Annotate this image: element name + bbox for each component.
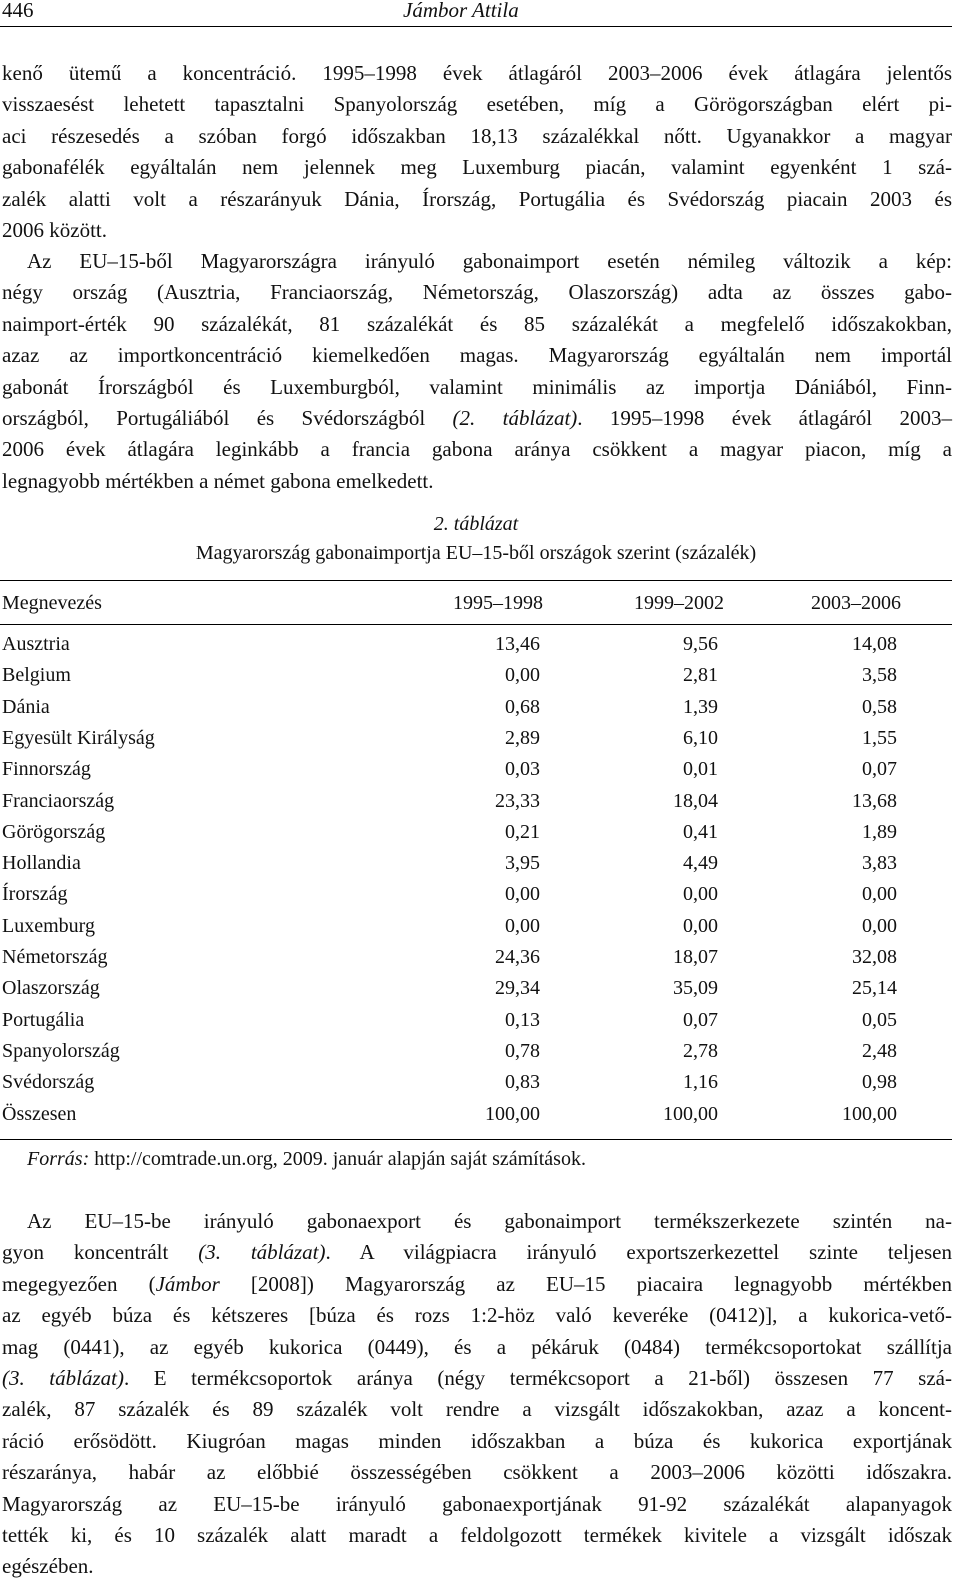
source-text: http://comtrade.un.org, 2009. január alapján saját számítások.: [94, 1148, 586, 1170]
table-cell: 1,89: [862, 820, 897, 843]
column-header: 2003–2006: [811, 592, 901, 614]
text-line: kenő ütemű a koncentráció. 1995–1998 évek átlagáról 2003–2006 évek átlagára jelentős: [2, 61, 952, 85]
column-header: 1995–1998: [453, 592, 543, 614]
table-cell: 0,00: [862, 883, 897, 906]
table-row: [0, 664, 952, 694]
text-line: négy ország (Ausztria, Franciaország, Németország, Olaszország) adta az összes gabo-: [2, 280, 952, 305]
table-cell: 3,58: [862, 664, 897, 687]
table-row: [0, 1040, 952, 1070]
row-label: Németország: [2, 946, 108, 968]
table-number: [0, 513, 952, 536]
row-label: Dánia: [2, 695, 50, 718]
table-cell: 3,83: [862, 852, 897, 875]
table-title: Magyarország gabonaimportja EU–15-ből országok szerint (százalék): [195, 542, 757, 564]
text-line: gabonát Írországból és Luxemburgból, valamint minimális az importja Dániából, Finn-: [2, 374, 952, 399]
table-cell: 0,83: [505, 1071, 540, 1094]
row-label: Olaszország: [2, 977, 100, 1000]
table-top-rule: [0, 580, 952, 581]
table-row: [0, 758, 952, 788]
table-cell: 0,00: [505, 883, 540, 906]
table-number-text: 2. táblázat: [433, 513, 519, 535]
table-cell: 2,81: [683, 664, 718, 687]
table-cell: 0,01: [683, 758, 718, 781]
text-line: 2006 között.: [2, 218, 107, 243]
table-cell: 0,07: [683, 1008, 718, 1031]
table-row: [0, 977, 952, 1007]
row-label: Luxemburg: [2, 914, 95, 937]
table-cell: 0,58: [862, 695, 897, 718]
table-reference: (2. táblázat): [452, 406, 578, 431]
table-cell: 2,89: [505, 726, 540, 749]
table-cell: 13,68: [852, 789, 897, 812]
table-row: [0, 946, 952, 976]
row-label: Összesen: [2, 1102, 77, 1125]
text-line: zalék alatti volt a részarányuk Dánia, Írország, Portugália és Svédország piacain 2003 és: [2, 186, 952, 211]
text-span: országból, Portugáliából és Svédországból: [2, 406, 453, 431]
text-line: mag (0441), az egyéb kukorica (0449), és a pékáruk (0484) termékcsoportokat szállítja: [2, 1334, 952, 1359]
table-cell: 14,08: [852, 633, 897, 655]
text-line: [2, 1363, 952, 1394]
row-label: Ausztria: [2, 633, 70, 655]
table-bottom-rule: [0, 1139, 952, 1140]
table-cell: 100,00: [485, 1102, 540, 1125]
text-line: gabonafélék egyáltalán nem jelennek meg Luxemburg piacán, valamint egyenként 1 szá-: [2, 155, 952, 180]
table-cell: 0,41: [683, 820, 718, 843]
table-cell: 0,78: [505, 1039, 540, 1062]
table-cell: 0,68: [505, 695, 540, 718]
table-row: [0, 633, 952, 663]
row-label: Belgium: [2, 664, 71, 687]
table-cell: 18,04: [673, 789, 718, 812]
table-row: [0, 1103, 952, 1133]
table-cell: 0,07: [862, 758, 897, 781]
text-span: [2008]) Magyarország az EU–15 piacaira legnagyobb mértékben: [219, 1271, 952, 1296]
text-span: . A világpiacra irányuló exportszerkezettel szinte teljesen: [325, 1240, 952, 1265]
row-label: Franciaország: [2, 789, 115, 812]
table-cell: 2,48: [862, 1039, 897, 1062]
table-cell: 35,09: [673, 977, 718, 1000]
text-line: Magyarország az EU–15-be irányuló gabonaexportjának 91-92 százalékát alapanyagok: [2, 1491, 952, 1516]
text-line: legnagyobb mértékben a német gabona emelkedett.: [2, 468, 434, 493]
table-row: [0, 1009, 952, 1039]
row-label: Hollandia: [2, 852, 81, 875]
text-line: visszaesést lehetett tapasztalni Spanyolország esetében, míg a Görögországban elért pi-: [2, 92, 952, 117]
text-line: egészében.: [2, 1554, 94, 1579]
table-cell: 0,00: [683, 914, 718, 937]
table-row: [0, 696, 952, 726]
table-row: [0, 727, 952, 757]
table-row: [0, 915, 952, 945]
table-cell: 100,00: [663, 1102, 718, 1125]
row-label: Portugália: [2, 1008, 85, 1031]
text-line: részaránya, habár az előbbié összességében csökkent a 2003–2006 közötti időszakra.: [2, 1460, 952, 1485]
page-number: 446: [2, 0, 34, 22]
table-cell: 23,33: [495, 789, 540, 812]
text-line: 2006 évek átlagára leginkább a francia gabona aránya csökkent a magyar piacon, míg a: [2, 437, 952, 462]
row-label: Finnország: [2, 758, 91, 781]
table-cell: 18,07: [673, 946, 718, 968]
row-label: Görögország: [2, 820, 106, 843]
running-author: Jámbor Attila: [403, 0, 519, 22]
text-line: [2, 403, 952, 434]
text-line: [2, 1269, 952, 1300]
row-label: Spanyolország: [2, 1039, 120, 1062]
table-reference: (3. táblázat): [2, 1366, 124, 1391]
table-cell: 13,46: [495, 633, 540, 655]
column-header: 1999–2002: [634, 592, 724, 614]
text-line: aci részesedés a szóban forgó időszakban 18,13 százalékkal nőtt. Ugyanakkor a magyar: [2, 123, 952, 148]
table-row: [0, 790, 952, 820]
paragraph-2: [2, 246, 952, 497]
text-span: gyon koncentrált: [2, 1240, 199, 1265]
table-row: [0, 852, 952, 882]
text-line: [2, 1237, 952, 1268]
table-cell: 25,14: [852, 977, 897, 1000]
table-cell: 0,21: [505, 820, 540, 843]
source-label: Forrás:: [27, 1148, 90, 1170]
table-cell: 3,95: [505, 852, 540, 875]
row-label: Írország: [2, 883, 68, 906]
table-cell: 4,49: [683, 852, 718, 875]
text-span: . E termékcsoportok aránya (négy termékcsoport a 21-ből) összesen 77 szá-: [123, 1366, 952, 1391]
table-cell: 0,00: [862, 914, 897, 937]
text-line: Az EU–15-ből Magyarországra irányuló gabonaimport esetén némileg változik a kép:: [27, 249, 952, 273]
table-cell: 32,08: [852, 946, 897, 968]
table-reference: (3. táblázat): [198, 1240, 326, 1265]
table-cell: 0,00: [505, 914, 540, 937]
table-cell: 2,78: [683, 1039, 718, 1062]
table-cell: 1,16: [683, 1071, 718, 1094]
table-cell: 0,05: [862, 1008, 897, 1031]
table-cell: 0,98: [862, 1071, 897, 1094]
table-cell: 6,10: [683, 726, 718, 749]
text-span: megegyezően (: [2, 1271, 156, 1296]
table-cell: 1,55: [862, 726, 897, 749]
running-header: [0, 0, 952, 27]
table-row: [0, 1071, 952, 1101]
text-line: tették ki, és 10 százalék alatt maradt a feldolgozott termékek kivitele a vizsgált időszak: [2, 1523, 952, 1548]
table-cell: 9,56: [683, 633, 718, 655]
table-cell: 100,00: [842, 1102, 897, 1125]
text-line: ráció erősödött. Kiugróan magas minden időszakban a búza és kukorica exportjának: [2, 1428, 952, 1453]
text-line: az egyéb búza és kétszeres [búza és rozs 1:2-höz való keveréke (0412)], a kukorica-vető-: [2, 1303, 952, 1328]
table-cell: 29,34: [495, 977, 540, 1000]
paragraph-1: [2, 58, 952, 246]
table-cell: 0,00: [505, 664, 540, 687]
text-line: zalék, 87 százalék és 89 százalék volt rendre a vizsgált időszakokban, azaz a koncent-: [2, 1397, 952, 1422]
text-span: . 1995–1998 évek átlagáról 2003–: [577, 406, 952, 431]
author-citation: Jámbor: [155, 1271, 220, 1296]
table-cell: 0,13: [505, 1008, 540, 1031]
text-line: azaz az importkoncentráció kiemelkedően magas. Magyarország egyáltalán nem importál: [2, 343, 952, 368]
table-cell: 24,36: [495, 946, 540, 968]
paragraph-3: [2, 1206, 952, 1583]
table-cell: 1,39: [683, 695, 718, 718]
column-header: Megnevezés: [2, 592, 102, 614]
text-line: naimport-érték 90 százalékát, 81 százalékát és 85 százalékát a megfelelő időszakokban,: [2, 311, 952, 336]
table-source: [27, 1148, 586, 1171]
row-label: Svédország: [2, 1071, 95, 1094]
table-cell: 0,00: [683, 883, 718, 906]
table-header-row: [0, 592, 952, 622]
table-cell: 0,03: [505, 758, 540, 781]
table-row: [0, 883, 952, 913]
text-line: Az EU–15-be irányuló gabonaexport és gabonaimport termékszerkezete szintén na-: [27, 1209, 952, 1233]
row-label: Egyesült Királyság: [2, 726, 155, 749]
table-row: [0, 821, 952, 851]
table-header-rule: [0, 624, 952, 625]
